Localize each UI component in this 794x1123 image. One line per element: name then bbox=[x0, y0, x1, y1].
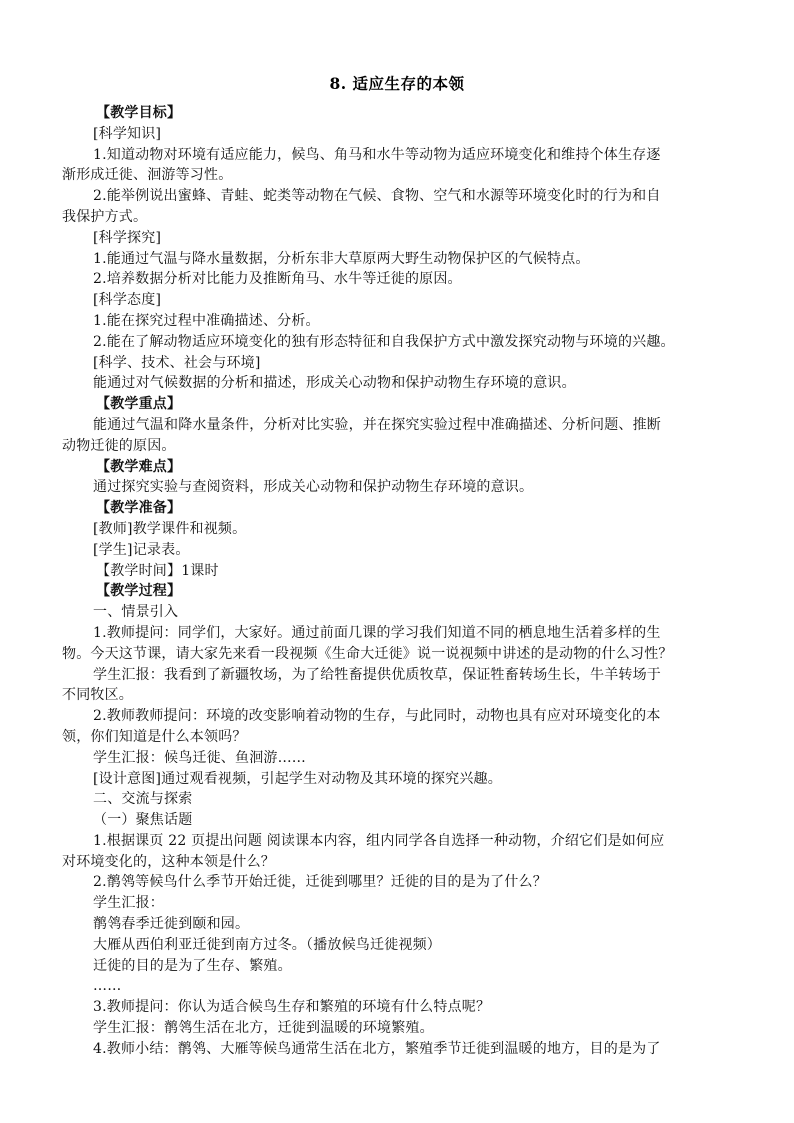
heading-key-points: 【教学重点】 bbox=[96, 396, 182, 413]
paragraph: 大雁从西伯利亚迁徙到南方过冬。（播放候鸟迁徙视频） bbox=[93, 936, 441, 953]
heading-teaching-time: 【教学时间】1课时 bbox=[96, 562, 219, 579]
paragraph: 学生汇报：鹡鸰生活在北方，迁徙到温暖的环境繁殖。 bbox=[93, 1020, 434, 1037]
paragraph: 能通过气温和降水量条件，分析对比实验，并在探究实验过程中准确描述、分析问题、推断 bbox=[93, 416, 661, 433]
paragraph: 2.教师教师提问：环境的改变影响着动物的生存，与此同时，动物也具有应对环境变化的本 bbox=[93, 708, 661, 725]
paragraph: [教师]教学课件和视频。 bbox=[93, 520, 247, 537]
paragraph: 1.教师提问：同学们，大家好。通过前面几课的学习我们知道不同的栖息地生活着多样的生 bbox=[93, 624, 661, 641]
paragraph: 1.根据课页 22 页提出问题 阅读课本内容，组内同学各自选择一种动物，介绍它们是如何应 bbox=[93, 832, 665, 849]
heading-difficulties: 【教学难点】 bbox=[96, 458, 182, 475]
section-heading: 二、交流与探索 bbox=[93, 791, 193, 808]
section-heading: 一、情景引入 bbox=[93, 604, 179, 621]
paragraph-continuation: 不同牧区。 bbox=[62, 687, 133, 704]
heading-preparation: 【教学准备】 bbox=[96, 500, 182, 517]
paragraph: 2.培养数据分析对比能力及推断角马、水牛等迁徙的原因。 bbox=[93, 271, 462, 288]
document-title: 8. 适应生存的本领 bbox=[329, 74, 465, 93]
subheading-scientific-attitude: [科学态度] bbox=[93, 292, 162, 309]
paragraph: 1.能在探究过程中准确描述、分析。 bbox=[93, 312, 320, 329]
subheading-scientific-inquiry: [科学探究] bbox=[93, 229, 162, 246]
paragraph-continuation: 物。今天这节课，请大家先来看一段视频《生命大迁徙》说一说视频中讲述的是动物的什么习性？ bbox=[62, 645, 673, 662]
paragraph-continuation: 我保护方式。 bbox=[62, 208, 148, 225]
paragraph-continuation: 领，你们知道是什么本领吗？ bbox=[62, 728, 247, 745]
paragraph-continuation: 动物迁徙的原因。 bbox=[62, 437, 176, 454]
paragraph: 鹡鸰春季迁徙到颐和园。 bbox=[93, 916, 250, 933]
paragraph: [学生]记录表。 bbox=[93, 541, 190, 558]
paragraph: 学生汇报：候鸟迁徙、鱼洄游…… bbox=[93, 749, 306, 766]
paragraph-continuation: 对环境变化的，这种本领是什么？ bbox=[62, 853, 275, 870]
paragraph: [设计意图]通过观看视频，引起学生对动物及其环境的探究兴趣。 bbox=[93, 770, 502, 787]
paragraph: 1.知道动物对环境有适应能力，候鸟、角马和水牛等动物为适应环境变化和维持个体生存逐 bbox=[93, 146, 661, 163]
document-body bbox=[62, 103, 740, 1060]
subsection-heading: （一）聚焦话题 bbox=[93, 812, 193, 829]
paragraph: 2.能在了解动物适应环境变化的独有形态特征和自我保护方式中激发探究动物与环境的兴趣。 bbox=[93, 333, 675, 350]
heading-teaching-process: 【教学过程】 bbox=[96, 583, 182, 600]
paragraph: …… bbox=[93, 978, 122, 995]
heading-teaching-objectives: 【教学目标】 bbox=[96, 105, 182, 121]
paragraph: 学生汇报：我看到了新疆牧场，为了给牲畜提供优质牧草，保证牲畜转场生长，牛羊转场于 bbox=[93, 666, 661, 683]
paragraph: 2.鹡鸰等候鸟什么季节开始迁徙，迁徙到哪里？迁徙的目的是为了什么？ bbox=[93, 874, 547, 891]
paragraph-continuation: 渐形成迁徙、洄游等习性。 bbox=[62, 167, 233, 184]
paragraph: 学生汇报： bbox=[93, 895, 164, 912]
subheading-scientific-knowledge: [科学知识] bbox=[93, 125, 162, 142]
subheading-sts: [科学、技术、社会与环境] bbox=[93, 354, 261, 371]
paragraph: 1.能通过气温与降水量数据，分析东非大草原两大野生动物保护区的气候特点。 bbox=[93, 250, 590, 267]
paragraph: 能通过对气候数据的分析和描述，形成关心动物和保护动物生存环境的意识。 bbox=[93, 375, 576, 392]
paragraph: 2.能举例说出蜜蜂、青蛙、蛇类等动物在气候、食物、空气和水源等环境变化时的行为和自 bbox=[93, 188, 661, 205]
paragraph: 4.教师小结：鹡鸰、大雁等候鸟通常生活在北方，繁殖季节迁徙到温暖的地方，目的是为了 bbox=[93, 1040, 661, 1057]
paragraph: 通过探究实验与查阅资料，形成关心动物和保护动物生存环境的意识。 bbox=[93, 479, 534, 496]
paragraph: 迁徙的目的是为了生存、繁殖。 bbox=[93, 957, 292, 974]
paragraph: 3.教师提问：你认为适合候鸟生存和繁殖的环境有什么特点呢？ bbox=[93, 999, 491, 1016]
